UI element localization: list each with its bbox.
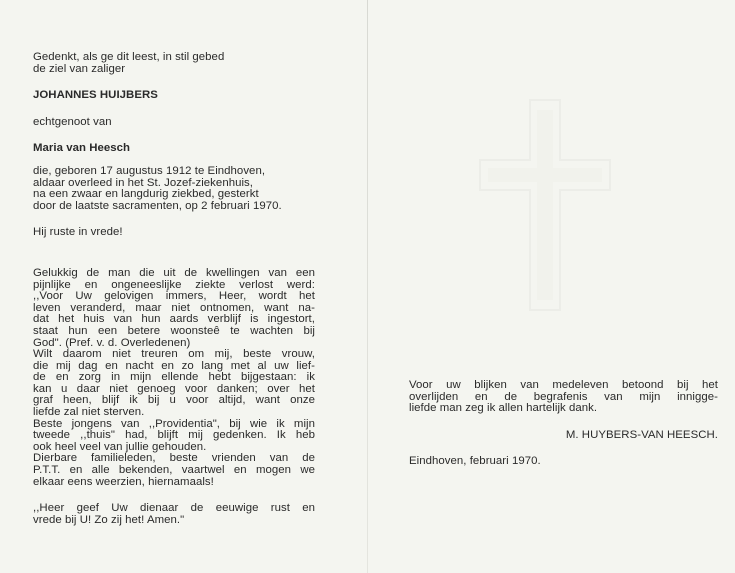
bio-line: na een zwaar en langdurig ziekbed, gesterkt [33,188,259,201]
right-page [409,380,719,468]
poem-line: Dierbare familieleden, beste vrienden van de [33,452,315,465]
signature: M. HUYBERS-VAN HEESCH. [565,428,718,441]
poem-block [33,268,315,488]
poem-line: tweede ,,thuis" had, blijft mij gedenken. Ik heb [33,429,315,442]
poem-line: Beste jongens van ,,Providentia", bij wie ik mijn [33,417,315,430]
thanks-line: overlijden en de begrafenis van mijn innigge- [409,390,718,403]
poem-line: de en zorg in mijn ellende hebt bijgestaan: ik [33,371,315,384]
left-page [33,52,333,526]
prayer-block [33,503,315,526]
place-date: Eindhoven, februari 1970. [409,455,541,468]
poem-line: ook heel veel van jullie gehouden. [33,440,207,453]
prayer-line: vrede bij U! Zo zij het! Amen." [33,513,185,526]
prayer-line: ,,Heer geef Uw dienaar de eeuwige rust en [33,502,315,515]
spouse-name: Maria van Heesch [33,142,131,155]
card-fold [367,0,368,573]
thanks-block [409,380,718,415]
bio-line: aldaar overleed in het St. Jozef-ziekenhuis, [33,176,254,189]
intro-line: Gedenkt, als ge dit leest, in stil gebed [33,51,225,63]
spouse-prefix: echtgenoot van [33,115,112,128]
poem-line: Gelukkig de man die uit de kwellingen van een [33,266,315,279]
bio-line: die, geboren 17 augustus 1912 te Eindhoven, [33,164,266,177]
poem-line: P.T.T. en alle bekenden, vaartwel en mogen we [33,464,315,477]
deceased-name: JOHANNES HUIJBERS [33,89,158,102]
poem-line: staat hun een betere woonsteê te wachten bij [33,324,315,337]
poem-line: kan u daar niet genoeg voor danken; over het [33,382,315,395]
poem-line: ,,Voor Uw gelovigen immers, Heer, wordt het [33,290,315,303]
poem-line: dat het huis van hun aards verblijf is ingestort, [33,313,315,326]
poem-line: die mij dag en nacht en zo lang met al uw lief- [33,359,315,372]
rest-in-peace: Hij ruste in vrede! [33,226,123,239]
bio-line: door de laatste sacramenten, op 2 februari 1970. [33,199,282,212]
poem-line: God". (Pref. v. d. Overledenen) [33,336,191,349]
intro-line: de ziel van zaliger [33,62,126,75]
bio-block [33,166,311,212]
poem-line: pijnlijke en ongeneeslijke ziekte verlost werd: [33,278,315,291]
poem-line: leven veranderd, maar niet ontnomen, want na- [33,301,315,314]
thanks-line: Voor uw blijken van medeleven betoond bij het [409,379,718,391]
poem-line: graf heen, blijf ik bij u voor altijd, want onze [33,394,315,407]
poem-line: liefde zal niet sterven. [33,406,145,419]
thanks-line: liefde man zeg ik allen hartelijk dank. [409,402,598,415]
poem-line: Wilt daarom niet treuren om mij, beste vrouw, [33,348,315,361]
cross-watermark [470,90,620,320]
poem-line: elkaar eens weerzien, hiernamaals! [33,475,214,488]
